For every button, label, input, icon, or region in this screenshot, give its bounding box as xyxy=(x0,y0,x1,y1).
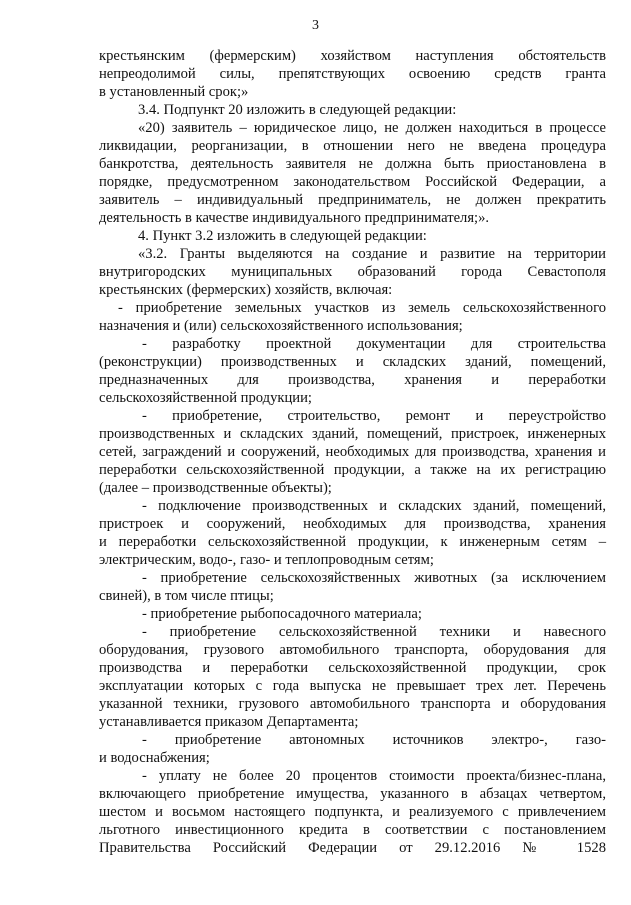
paragraph-line: эксплуатации которых с года выпуска не превышает трех лет. Перечень xyxy=(99,678,606,694)
paragraph-line: «20) заявитель – юридическое лицо, не должен находиться в процессе xyxy=(138,120,606,136)
paragraph-line: указанной техники, грузового автомобильного транспорта и оборудования xyxy=(99,696,606,712)
paragraph-line: - приобретение, строительство, ремонт и переустройство xyxy=(142,408,606,424)
paragraph-line: (далее – производственные объекты); xyxy=(99,480,332,496)
paragraph-line: - приобретение автономных источников электро-, газо- xyxy=(142,732,606,748)
paragraph-line: пристроек и сооружений, необходимых для производства, хранения xyxy=(99,516,606,532)
paragraph-line: включающего приобретение имущества, указанного в абзацах четвертом, xyxy=(99,786,606,802)
paragraph-line: - разработку проектной документации для строительства xyxy=(142,336,606,352)
paragraph-line: - приобретение сельскохозяйственных животных (за исключением xyxy=(142,570,606,586)
paragraph-line: в установленный срок;» xyxy=(99,84,249,100)
paragraph-line: - подключение производственных и складских зданий, помещений, xyxy=(142,498,606,514)
paragraph-line: производственных и складских зданий, помещений, пристроек, инженерных xyxy=(99,426,606,442)
paragraph-line: деятельность в качестве индивидуального предпринимателя;». xyxy=(99,210,490,226)
paragraph-line: электрическим, водо-, газо- и теплопроводным сетям; xyxy=(99,552,434,568)
paragraph-line: крестьянским (фермерским) хозяйством наступления обстоятельств xyxy=(99,48,606,64)
paragraph-line: Правительства Российский Федерации от 29.12.2016 № 1528 xyxy=(99,840,606,856)
paragraph-line: банкротства, деятельность заявителя не должна быть приостановлена в xyxy=(99,156,606,172)
paragraph-line: 4. Пункт 3.2 изложить в следующей редакции: xyxy=(138,228,427,244)
paragraph-line: заявитель – индивидуальный предприниматель, не должен прекратить xyxy=(99,192,606,208)
paragraph-line: - уплату не более 20 процентов стоимости проекта/бизнес-плана, xyxy=(142,768,606,784)
paragraph-line: и водоснабжения; xyxy=(99,750,210,766)
page-number: 3 xyxy=(312,18,319,33)
paragraph-line: - приобретение сельскохозяйственной техники и навесного xyxy=(142,624,606,640)
paragraph-line: сетей, заграждений и сооружений, необходимых для производства, хранения и xyxy=(99,444,606,460)
paragraph-line: льготного инвестиционного кредита в соответствии с постановлением xyxy=(99,822,606,838)
paragraph-line: оборудования, грузового автомобильного транспорта, оборудования для xyxy=(99,642,606,658)
paragraph-line: назначения и (или) сельскохозяйственного использования; xyxy=(99,318,463,334)
paragraph-line: (реконструкции) производственных и складских зданий, помещений, xyxy=(99,354,606,370)
paragraph-line: порядке, предусмотренном законодательством Российской Федерации, а xyxy=(99,174,606,190)
paragraph-line: - приобретение земельных участков из земель сельскохозяйственного xyxy=(118,300,606,316)
paragraph-line: сельскохозяйственной продукции; xyxy=(99,390,312,406)
paragraph-line: внутригородских муниципальных образований города Севастополя xyxy=(99,264,606,280)
paragraph-line: устанавливается приказом Департамента; xyxy=(99,714,359,730)
paragraph-line: и переработки сельскохозяйственной продукции, к инженерным сетям – xyxy=(99,534,606,550)
paragraph-line: переработки сельскохозяйственной продукции, а также на их регистрацию xyxy=(99,462,606,478)
paragraph-line: шестом и восьмом настоящего подпункта, и реализуемого с привлечением xyxy=(99,804,606,820)
paragraph-line: - приобретение рыбопосадочного материала; xyxy=(142,606,422,622)
paragraph-line: непреодолимой силы, препятствующих освоению средств гранта xyxy=(99,66,606,82)
paragraph-line: «3.2. Гранты выделяются на создание и развитие на территории xyxy=(138,246,606,262)
paragraph-line: предназначенных для производства, хранения и переработки xyxy=(99,372,606,388)
paragraph-line: свиней), в том числе птицы; xyxy=(99,588,274,604)
paragraph-line: ликвидации, реорганизации, в отношении него не введена процедура xyxy=(99,138,606,154)
paragraph-line: 3.4. Подпункт 20 изложить в следующей редакции: xyxy=(138,102,457,118)
paragraph-line: крестьянских (фермерских) хозяйств, включая: xyxy=(99,282,393,298)
paragraph-line: производства и переработки сельскохозяйственной продукции, срок xyxy=(99,660,606,676)
